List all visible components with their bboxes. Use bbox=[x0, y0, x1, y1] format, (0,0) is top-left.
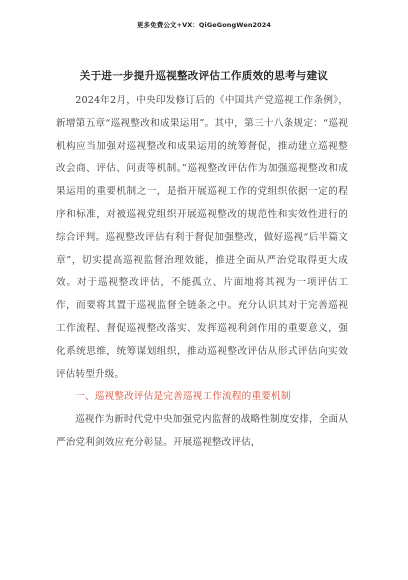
header-note: 更多免费公文+VX：QiGeGongWen2024 bbox=[136, 21, 272, 29]
document-title: 关于进一步提升巡视整改评估工作质效的思考与建议 bbox=[79, 70, 329, 82]
section-heading: 一、巡视整改评估是完善巡视工作流程的重要机制 bbox=[75, 391, 291, 403]
body-paragraph: 巡视作为新时代党中央加强党内监督的战略性制度安排，全面从严治党利剑效应充分彰显。开展巡视整改评估， bbox=[56, 414, 349, 448]
document-body bbox=[56, 90, 348, 455]
body-paragraph: 2024年2月，中央印发修订后的《中国共产党巡视工作条例》，新增第五章“巡视整改和成果运用”。其中，第三十八条规定：“巡视机构应当加强对巡视整改和成果运用的统筹督促，推动建立巡视整改会商、评估、问责等机制。”巡视整改评估作为加强巡视整改和成果运用的重要机制之一，是指开展巡视工作的党组织依据一定的程序和标准，对被巡视党组织开展巡视整改的规范性和实效性进行的综合评判。巡视整改评估有利于督促加强整改，做好巡视“后半篇文章”，切实提高巡视监督治理效能，推进全面从严治党取得更大成效。对于巡视整改评估，不能孤立、片面地将其视为一项评估工作，而要将其置于巡视监督全链条之中。充分认识其对于完善巡视工作流程、督促巡视整改落实、发挥巡视利剑作用的重要意义，强化系统思维，统筹谋划组织，推动巡视整改评估从形式评估向实效评估转型升级。 bbox=[56, 95, 348, 380]
